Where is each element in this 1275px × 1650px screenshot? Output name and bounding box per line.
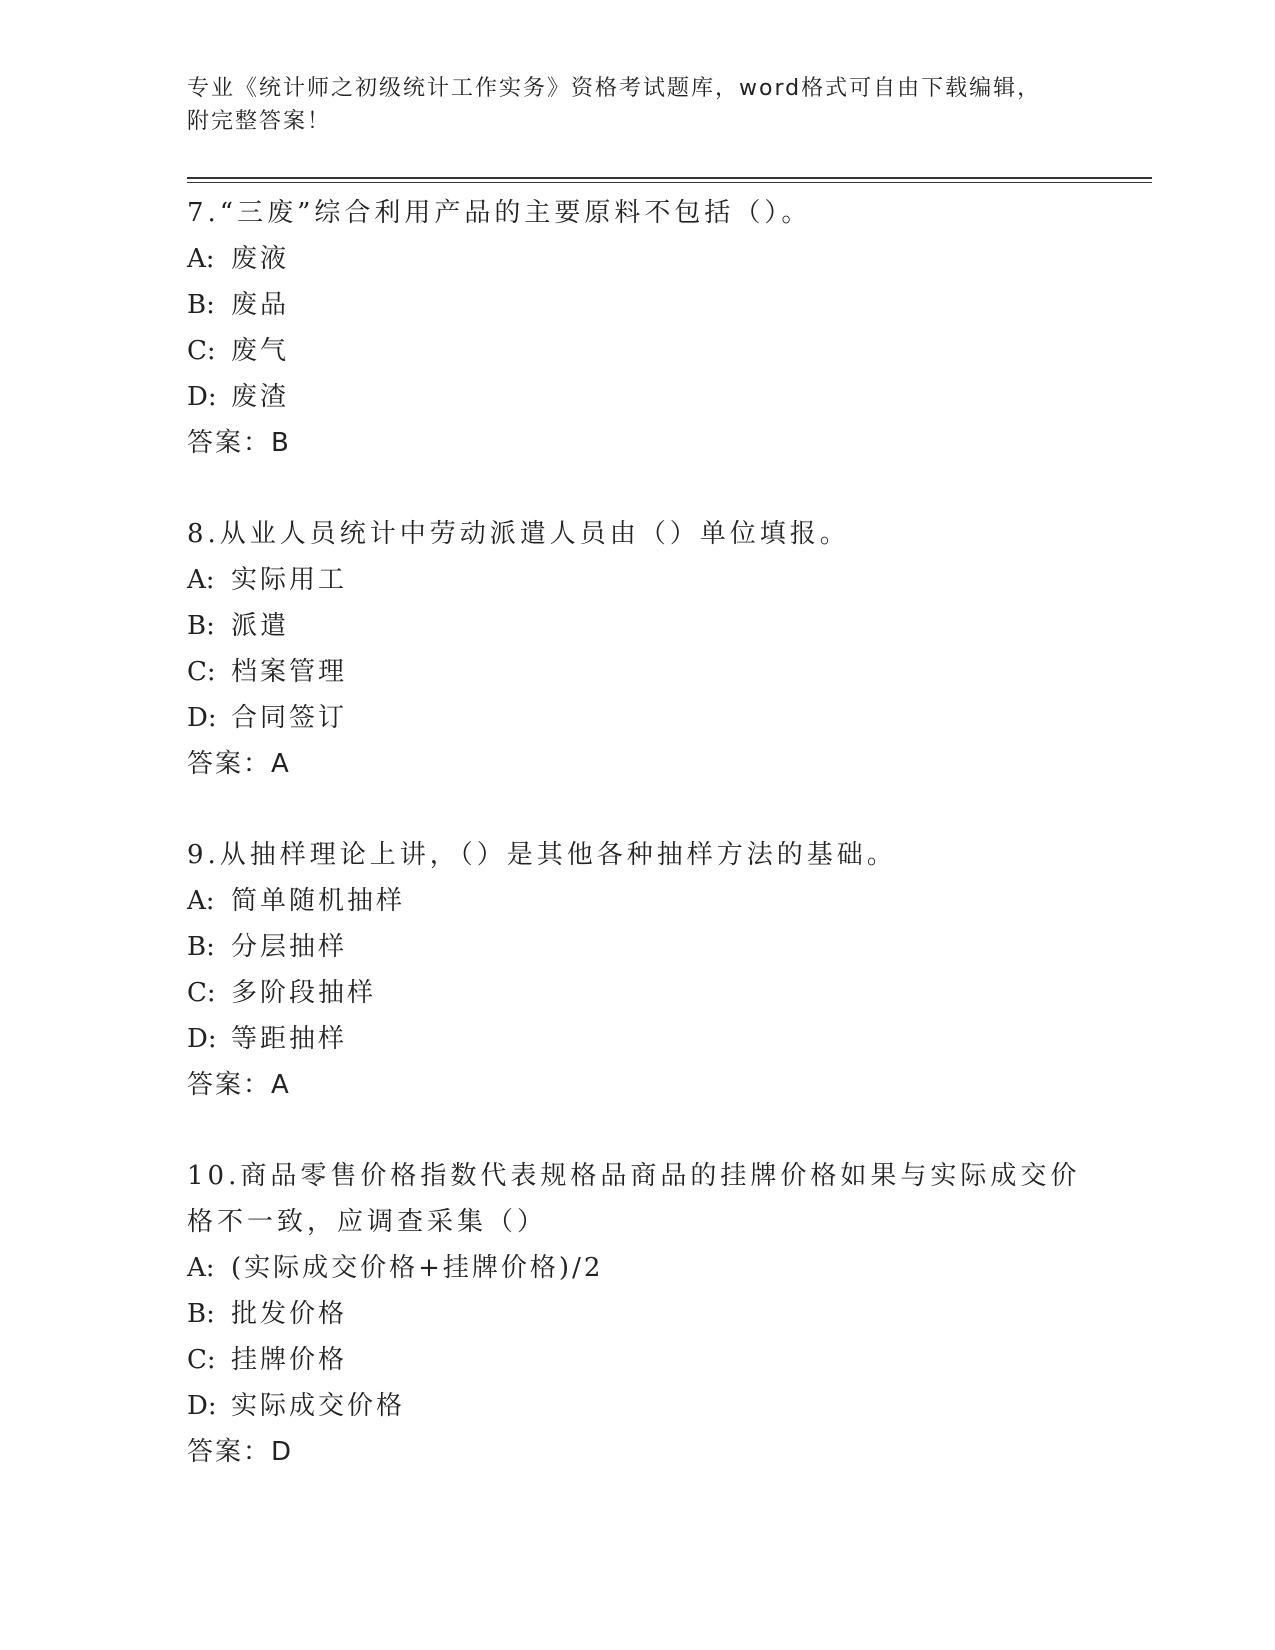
question-9 (187, 832, 1087, 1108)
option-letter: A: (187, 1253, 215, 1283)
option-letter: C: (187, 657, 216, 687)
answer-line: 答案：B (187, 428, 291, 458)
option-text: 废液 (231, 244, 290, 274)
option-letter: D: (187, 703, 217, 733)
header-divider-thick (187, 177, 1152, 179)
option-letter: C: (187, 1345, 216, 1375)
option-a (187, 1245, 1087, 1291)
option-letter: C: (187, 978, 216, 1008)
option-text: 废品 (231, 290, 290, 320)
option-a (187, 557, 1087, 603)
option-text: 实际成交价格 (231, 1391, 406, 1421)
option-c (187, 328, 1087, 374)
option-letter: B: (187, 611, 215, 641)
option-text: 废渣 (231, 382, 290, 412)
option-c (187, 649, 1087, 695)
option-b (187, 1291, 1087, 1337)
option-text: 档案管理 (231, 657, 348, 687)
option-text: 分层抽样 (231, 932, 348, 962)
header-divider-thin (187, 182, 1152, 183)
option-a (187, 878, 1087, 924)
option-d (187, 374, 1087, 420)
question-stem: 10.商品零售价格指数代表规格品商品的挂牌价格如果与实际成交价格不一致，应调查采集（） (187, 1161, 1081, 1237)
option-c (187, 1337, 1087, 1383)
option-text: 批发价格 (231, 1299, 348, 1329)
answer-line: 答案：A (187, 749, 291, 779)
answer-line: 答案：A (187, 1070, 291, 1100)
option-text: 多阶段抽样 (231, 978, 377, 1008)
header-line-1: 专业《统计师之初级统计工作实务》资格考试题库，word格式可自由下载编辑， (187, 76, 1042, 101)
document-header (187, 72, 1087, 138)
question-stem: 7.“三废”综合利用产品的主要原料不包括（）。 (187, 198, 812, 228)
option-a (187, 236, 1087, 282)
option-text: 简单随机抽样 (231, 886, 406, 916)
option-d (187, 1383, 1087, 1429)
question-8 (187, 511, 1087, 787)
question-10 (187, 1153, 1087, 1475)
option-text: 合同签订 (231, 703, 348, 733)
option-letter: D: (187, 1024, 217, 1054)
option-text: 实际用工 (231, 565, 348, 595)
option-letter: A: (187, 565, 215, 595)
option-letter: D: (187, 1391, 217, 1421)
option-text: 派遣 (231, 611, 290, 641)
question-7 (187, 190, 1087, 466)
header-line-2: 附完整答案！ (187, 109, 332, 134)
option-letter: A: (187, 244, 215, 274)
option-letter: D: (187, 382, 217, 412)
option-letter: A: (187, 886, 215, 916)
question-list (187, 190, 1087, 1520)
option-text: 废气 (231, 336, 290, 366)
option-b (187, 603, 1087, 649)
option-text: (实际成交价格+挂牌价格)/2 (231, 1253, 604, 1283)
option-text: 挂牌价格 (231, 1345, 348, 1375)
option-text: 等距抽样 (231, 1024, 348, 1054)
option-letter: B: (187, 932, 215, 962)
option-c (187, 970, 1087, 1016)
option-letter: C: (187, 336, 216, 366)
question-stem: 8.从业人员统计中劳动派遣人员由（）单位填报。 (187, 519, 850, 549)
option-d (187, 695, 1087, 741)
option-b (187, 924, 1087, 970)
answer-line: 答案：D (187, 1437, 294, 1467)
option-letter: B: (187, 290, 215, 320)
option-letter: B: (187, 1299, 215, 1329)
option-d (187, 1016, 1087, 1062)
question-stem: 9.从抽样理论上讲，（）是其他各种抽样方法的基础。 (187, 840, 897, 870)
option-b (187, 282, 1087, 328)
